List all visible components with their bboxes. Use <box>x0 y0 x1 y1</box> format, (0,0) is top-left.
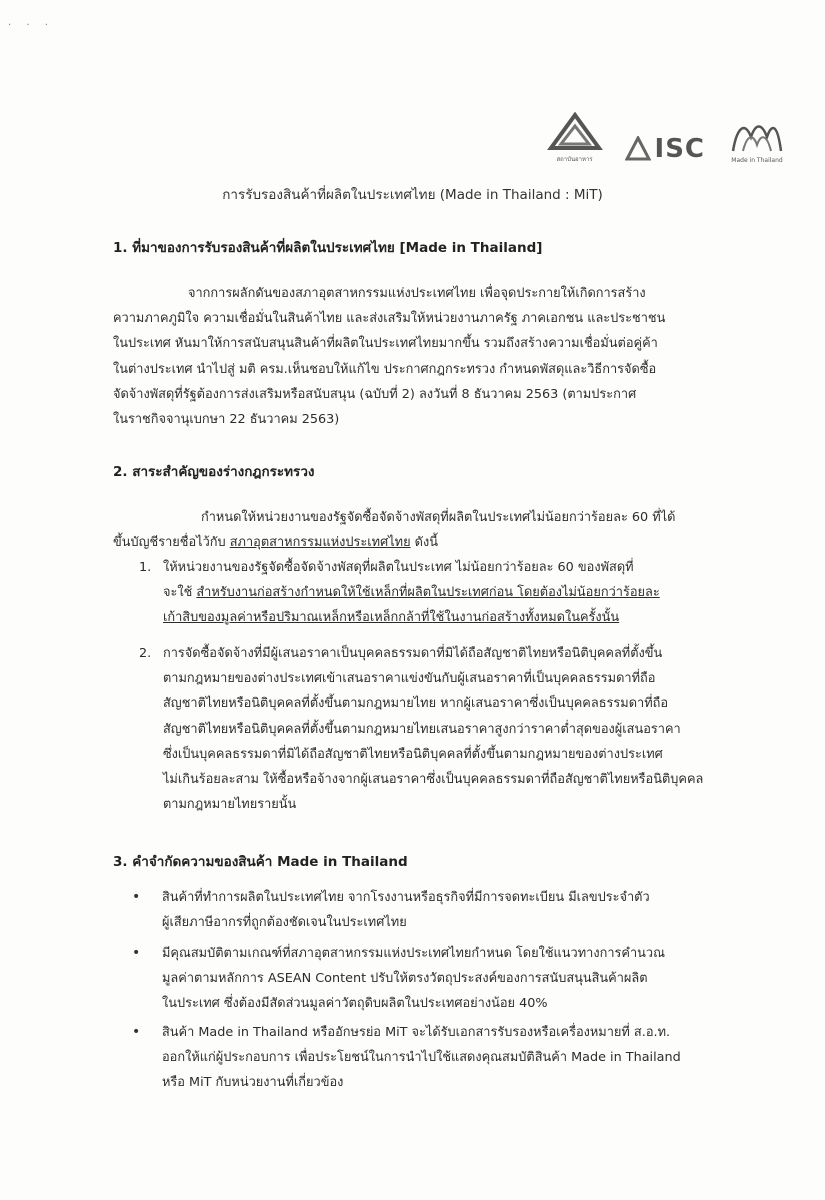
document-title: การรับรองสินค้าที่ผลิตในประเทศไทย (Made in Thailand : MiT) <box>222 187 603 203</box>
item1-line: ให้หน่วยงานของรัฐจัดซื้อจัดจ้างพัสดุที่ผลิตในประเทศ ไม่น้อยกว่าร้อยละ 60 ของพัสดุที่ <box>163 560 634 575</box>
section1-line: ในประเทศ หันมาให้การสนับสนุนสินค้าที่ผลิตในประเทศไทยมากขึ้น รวมถึงสร้างความเชื่อมั่นต่อคู่ค้า <box>113 336 658 352</box>
fti-underlined: สภาอุตสาหกรรมแห่งประเทศไทย <box>229 535 411 551</box>
bullet2-line: ในประเทศ ซึ่งต้องมีสัดส่วนมูลค่าวัตถุดิบผลิตในประเทศอย่างน้อย 40% <box>162 996 548 1012</box>
section1-line: ในต่างประเทศ นำไปสู่ มติ ครม.เห็นชอบให้แก้ไข ประกาศกฎกระทรวง กำหนดพัสดุและวิธีการจัดซื้อ <box>113 361 657 377</box>
section2-intro-line2 <box>113 530 675 555</box>
bullet-icon: • <box>132 945 141 961</box>
made-in-thailand-caption: Made in Thailand <box>731 157 783 164</box>
item1-line: เก้าสิบของมูลค่าหรือปริมาณเหล็กหรือเหล็กกล้าที่ใช้ในงานก่อสร้างทั้งหมดในครั้งนั้น <box>163 610 620 626</box>
item2-line: ไม่เกินร้อยละสาม ให้ซื้อหรือจ้างจากผู้เสนอราคาซึ่งเป็นบุคคลธรรมดาที่ถือสัญชาติไทยหรือนิติบุคคล <box>163 772 704 788</box>
scan-speckles: · · · <box>8 20 54 31</box>
section2-item1 <box>163 555 660 631</box>
bullet-icon: • <box>132 889 141 905</box>
section3-bullet3 <box>162 1020 681 1096</box>
bullet2-line: มีคุณสมบัติตามเกณฑ์ที่สภาอุตสาหกรรมแห่งประเทศไทยกำหนด โดยใช้แนวทางการคำนวณ <box>162 946 665 961</box>
item2-line: ซึ่งเป็นบุคคลธรรมดาที่มิได้ถือสัญชาติไทยหรือนิติบุคคลที่ตั้งขึ้นตามกฎหมายของต่างประเทศ <box>163 746 663 762</box>
bullet1-line: ผู้เสียภาษีอากรที่ถูกต้องชัดเจนในประเทศไทย <box>162 915 407 931</box>
intro-text: ดังนี้ <box>410 535 438 551</box>
bullet3-line: สินค้า Made in Thailand หรืออักษรย่อ MiT จะได้รับเอกสารรับรองหรือเครื่องหมายที่ ส.อ.ท. <box>162 1025 671 1040</box>
item2-line: สัญชาติไทยหรือนิติบุคคลที่ตั้งขึ้นตามกฎหมายไทย หากผู้เสนอราคาซึ่งเป็นบุคคลธรรมดาที่ถือ <box>163 696 669 712</box>
item1-underlined: สำหรับงานก่อสร้างกำหนดให้ใช้เหล็กที่ผลิตในประเทศก่อน โดยต้องไม่น้อยกว่าร้อยละ <box>196 585 660 601</box>
section2-intro <box>113 505 675 555</box>
section1-paragraph <box>113 281 665 432</box>
item2-line: ตามกฎหมายไทยรายนั้น <box>163 797 297 813</box>
section2-heading: 2. สาระสำคัญของร่างกฎกระทรวง <box>113 464 315 480</box>
section2-intro-line1: กำหนดให้หน่วยงานของรัฐจัดซื้อจัดจ้างพัสดุที่ผลิตในประเทศไม่น้อยกว่าร้อยละ 60 ที่ได้ <box>201 510 676 525</box>
section1-heading: 1. ที่มาของการรับรองสินค้าที่ผลิตในประเทศไทย [Made in Thailand] <box>113 240 543 256</box>
section3-bullet1 <box>162 885 650 935</box>
item1-number: 1. <box>139 560 152 575</box>
header-logos <box>547 112 787 164</box>
bullet2-line: มูลค่าตามหลักการ ASEAN Content ปรับให้ตรงวัตถุประสงค์ของการสนับสนุนสินค้าผลิต <box>162 971 648 987</box>
bullet-icon: • <box>132 1024 141 1040</box>
section1-line: ความภาคภูมิใจ ความเชื่อมั่นในสินค้าไทย และส่งเสริมให้หน่วยงานภาครัฐ ภาคเอกชน และประชาชน <box>113 311 666 327</box>
section1-line: ในราชกิจจานุเบกษา 22 ธันวาคม 2563) <box>113 412 340 428</box>
section3-heading: 3. คำจำกัดความของสินค้า Made in Thailand <box>113 854 408 870</box>
section1-line: จัดจ้างพัสดุที่รัฐต้องการส่งเสริมหรือสนับสนุน (ฉบับที่ 2) ลงวันที่ 8 ธันวาคม 2563 (ตามประกาศ <box>113 386 637 402</box>
section2-item2 <box>163 641 703 817</box>
section1-line: จากการผลักดันของสภาอุตสาหกรรมแห่งประเทศไทย เพื่อจุดประกายให้เกิดการสร้าง <box>188 286 646 301</box>
item2-line: ตามกฎหมายของต่างประเทศเข้าเสนอราคาแข่งขันกับผู้เสนอราคาที่เป็นบุคคลธรรมดาที่ถือ <box>163 671 656 687</box>
institute-logo-caption: สถาบันอาหาร <box>556 156 593 163</box>
section3-bullet2 <box>162 941 665 1017</box>
bullet3-line: หรือ MiT กับหน่วยงานที่เกี่ยวข้อง <box>162 1075 344 1091</box>
item2-line: สัญชาติไทยหรือนิติบุคคลที่ตั้งขึ้นตามกฎหมายไทยเสนอราคาสูงกว่าราคาต่ำสุดของผู้เสนอราคา <box>163 721 681 737</box>
item2-line: การจัดซื้อจัดจ้างที่มีผู้เสนอราคาเป็นบุคคลธรรมดาที่มิได้ถือสัญชาติไทยหรือนิติบุคคลที่ตั้งขึ้น <box>163 646 663 661</box>
intro-text: ขึ้นบัญชีรายชื่อไว้กับ <box>113 535 230 551</box>
item1-line <box>163 580 660 605</box>
item1-text: จะใช้ <box>163 585 197 601</box>
made-in-thailand-logo <box>727 117 787 164</box>
bullet3-line: ออกให้แก่ผู้ประกอบการ เพื่อประโยชน์ในการนำไปใช้แสดงคุณสมบัติสินค้า Made in Thailand <box>162 1050 681 1066</box>
item2-number: 2. <box>139 646 152 661</box>
bullet1-line: สินค้าที่ทำการผลิตในประเทศไทย จากโรงงานหรือธุรกิจที่มีการจดทะเบียน มีเลขประจำตัว <box>162 890 650 905</box>
isc-logo <box>625 134 705 164</box>
institute-logo <box>547 112 603 164</box>
isc-logo-text: ISC <box>654 134 705 164</box>
